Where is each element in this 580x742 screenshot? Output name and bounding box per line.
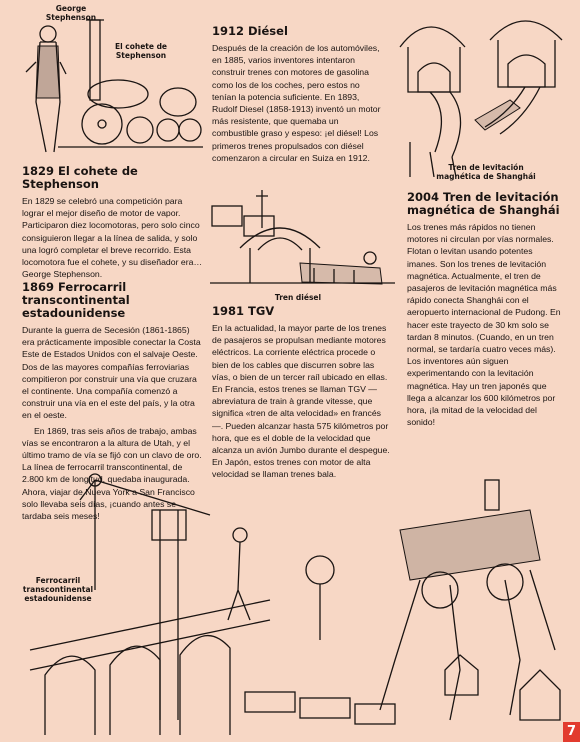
section-heading: 1912 Diésel: [212, 24, 288, 38]
section-paragraph: Después de la creación de los automóviles, en 1885, varios inventores intentaron construir trenes con motores de gasolina como los de los coches, pero estos no tenían la potencia suficiente. En 1893, Rudolf Diesel (1858-1913) inventó un motor más resistente, que quemaba un combustible graso y espeso: ¡el diésel! Los primeros trenes propulsados con diésel comenzaron a circular en Suiza en 1912.: [212, 43, 381, 163]
caption-stephenson-rocket: El cohete de Stephenson: [114, 42, 168, 60]
caption-diesel: Tren diésel: [274, 293, 322, 302]
section-heading: 1829 El cohete de Stephenson: [22, 164, 138, 191]
caption-transcontinental: Ferrocarril transcontinental estadounidense: [22, 576, 94, 603]
section-heading: 1869 Ferrocarril transcontinental estadounidense: [22, 280, 130, 320]
section-paragraph: Durante la guerra de Secesión (1861-1865) era prácticamente imposible conectar la Costa Este de Estados Unidos con el salvaje Oeste. Dos de las mayores compañías ferroviarias compitieron por construir una vía que cruzara el continente. Una compañía comenzó a construir una vía en el este del país, y la otra en el oeste.: [22, 325, 201, 421]
diesel-train-illustration: [210, 188, 395, 303]
section-paragraph: En 1869, tras seis años de trabajo, ambas vías se encontraron a la altura de Utah, y el último tramo de vía se fijó con un clavo de oro. La línea de ferrocarril transcontinental, de 2.800 km de longitud, quedaba inaugurada. Ahora, viajar de Nueva York a San Francisco solo llevaba seis días, ¡cuando antes se tardaba seis meses!: [22, 425, 202, 522]
caption-george-stephenson: George Stephenson: [45, 4, 97, 22]
section-diesel: [212, 25, 384, 167]
section-transcontinental: [22, 281, 204, 525]
page-number: 7: [563, 722, 580, 742]
section-maglev: [407, 191, 562, 431]
section-paragraph: En la actualidad, la mayor parte de los trenes de pasajeros se propulsan mediante motores eléctricos. La corriente eléctrica procede o bien de los cables que discurren sobre las vías, o bien de un tercer raíl ubicado en ellas. En Francia, estos trenes se llaman TGV —abreviatura de train à grande vitesse, que significa «tren de alta velocidad» en francés—. Pueden alcanzar hasta 575 kilómetros por hora, que es el doble de la velocidad que alcanza un avión Jumbo durante el despegue. En Japón, estos trenes con motor de alta velocidad se llaman trenes bala.: [212, 323, 390, 480]
stephenson-rocket-illustration: [18, 2, 208, 162]
caption-maglev: Tren de levitación magnética de Shanghái: [436, 163, 536, 181]
section-paragraph: Los trenes más rápidos no tienen motores ni circulan por vías normales. Flotan o levitan usando potentes imanes. Son los trenes de levitación magnética. Actualmente, el tren de pasajeros de levitación magnética más rápido conecta Shanghái con el aeropuerto internacional de Pudong. En hacer este trayecto de 30 km solo se tardan 8 minutos. (Cuando, en un tren normal, se tardaría cuatro veces más). Los inventores aún siguen experimentando con la levitación magnética. Hay un tren japonés que llega a alcanzar los 600 kilómetros por hora, ¡la mitad de la velocidad del sonido!: [407, 222, 561, 428]
maglev-illustration: [390, 2, 580, 177]
section-tgv: [212, 305, 390, 484]
section-paragraph: En 1829 se celebró una competición para lograr el mejor diseño de motor de vapor. Participaron diez locomotoras, pero solo cinco consiguieron llegar a la línea de salida, y solo una logró completar el breve recorrido. Esta locomotora fue el cohete, y su diseñador era… George Stephenson.: [22, 196, 203, 280]
section-heading: 1981 TGV: [212, 304, 275, 318]
section-heading: 2004 Tren de levitación magnética de Shanghái: [407, 190, 560, 217]
section-stephenson: [22, 165, 204, 283]
